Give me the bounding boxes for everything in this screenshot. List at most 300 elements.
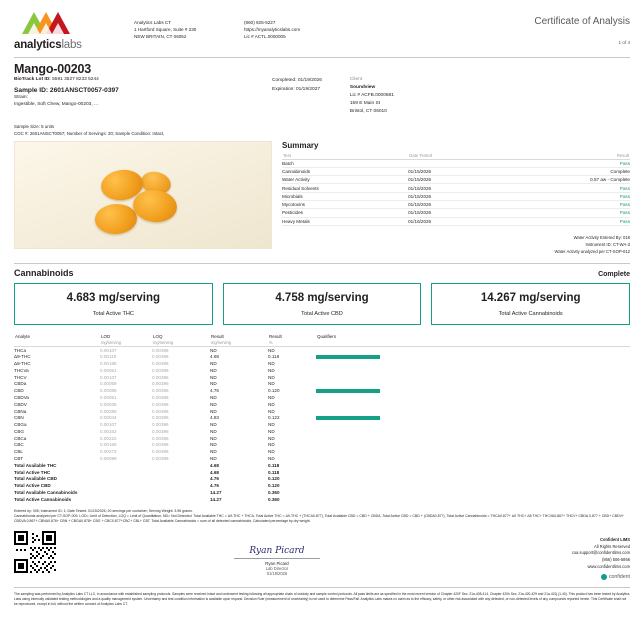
- lab-license: Lic # ACTL.0000005: [244, 34, 286, 40]
- table-row: [14, 435, 630, 442]
- totals-result-mg: 4.76: [210, 483, 219, 489]
- totals-row: [14, 496, 630, 503]
- analyte-name: Δ8-THC: [14, 361, 31, 367]
- lab-address-block: [134, 10, 244, 40]
- lab-address-line-2: NEW BRITAIN, CT 06052: [134, 34, 187, 40]
- wa-entered-by: Water Activity Entered By: 018: [573, 234, 630, 240]
- lims-phone: (866) 506-5866: [602, 557, 630, 562]
- analyte-result-pct: ND: [268, 347, 275, 353]
- summary-result: Pass: [493, 184, 630, 192]
- coc-line: COC #: 2601ANSCT0057; Number of Servings: 20; Sample Condition: Intact,: [14, 130, 165, 136]
- analyte-result-mg: ND: [210, 361, 217, 367]
- coa-title: Certificate of Analysis: [534, 16, 630, 27]
- analyte-bar-cell: [316, 360, 630, 367]
- sample-size-line: Sample Size: 5 units: [14, 123, 55, 129]
- analyte-bar-cell: [316, 346, 630, 353]
- table-row: [14, 394, 630, 401]
- footer-divider: [14, 587, 630, 588]
- expiration-group: [272, 86, 320, 94]
- analyte-bar-cell: [316, 381, 630, 388]
- potency-summary-boxes: [14, 283, 630, 325]
- totals-label: Total Active THC: [14, 469, 51, 475]
- analyte-loq: 0.00396: [152, 428, 169, 434]
- analyte-result-pct: ND: [268, 395, 275, 400]
- totals-lod: [100, 482, 152, 489]
- analyte-name: CBC: [14, 442, 24, 448]
- summary-row: [282, 184, 630, 192]
- table-row: [14, 414, 630, 421]
- cannabinoids-section-title: Cannabinoids: [14, 267, 74, 278]
- analyte-result-pct: ND: [268, 428, 275, 434]
- summary-row: [282, 209, 630, 217]
- lims-info: [498, 531, 630, 581]
- analyte-name: CBNa: [14, 408, 27, 414]
- totals-loq: [152, 489, 210, 496]
- sample-id-row: [14, 87, 272, 94]
- totals-lod: [100, 462, 152, 469]
- table-row: [14, 421, 630, 428]
- potency-box: [14, 283, 213, 325]
- summary-row: [282, 167, 630, 175]
- analyte-lod: 0.00162: [100, 428, 117, 434]
- analyte-bar-cell: [316, 387, 630, 394]
- totals-result-pct: 0.360: [268, 489, 280, 495]
- analyte-result-pct: 0.120: [268, 388, 280, 394]
- analyte-lod: 0.00059: [100, 381, 117, 387]
- analyte-subheader-row: [14, 339, 630, 347]
- col-result-mg: Result: [211, 333, 224, 339]
- analyte-name: CBL: [14, 449, 23, 455]
- analyte-loq: 0.00396: [152, 449, 169, 455]
- table-row: [14, 408, 630, 415]
- analyte-bar-cell: [316, 442, 630, 449]
- sub-result-mg: mg/serving: [210, 339, 268, 347]
- strain-row: [14, 94, 272, 102]
- analyte-loq: 0.00396: [152, 435, 169, 441]
- potency-label: Total Active CBD: [301, 310, 343, 317]
- analyte-lod: 0.00044: [100, 415, 117, 421]
- analyte-bar-cell: [316, 394, 630, 401]
- analyte-result-pct: ND: [268, 374, 275, 380]
- qr-code[interactable]: [14, 531, 56, 573]
- summary-date-tested: 01/16/2026: [408, 217, 493, 225]
- analyte-table-wrap: [14, 333, 630, 503]
- analyte-bar-cell: [316, 414, 630, 421]
- analyte-name: THCa: [14, 347, 26, 353]
- analyte-loq: 0.00396: [152, 361, 169, 367]
- analyte-lod: 0.00051: [100, 395, 117, 400]
- totals-row: [14, 462, 630, 469]
- analyte-loq: 0.00396: [152, 456, 169, 462]
- analyte-result-pct: ND: [268, 361, 275, 367]
- analyte-result-mg: 4.76: [210, 388, 219, 394]
- analyte-name: CBG: [14, 428, 24, 434]
- analyte-result-mg: ND: [210, 449, 217, 455]
- analyte-lod: 0.00186: [100, 361, 117, 367]
- summary-row: [282, 201, 630, 209]
- summary-result: Pass: [493, 209, 630, 217]
- totals-label: Total Available Cannabinoids: [14, 489, 78, 495]
- analyte-loq: 0.00396: [152, 347, 169, 353]
- signer-role: Lab Director: [265, 565, 289, 571]
- confident-wordmark: confident: [608, 574, 630, 581]
- analyte-bar-cell: [316, 401, 630, 408]
- analyte-lod: 0.00107: [100, 374, 117, 380]
- table-row: [14, 442, 630, 449]
- wa-sop: Water Activity analyzed per CT-SOP-012: [554, 248, 630, 254]
- lab-logo: [14, 10, 134, 51]
- sample-info-block: [14, 62, 630, 116]
- analyte-loq: 0.00396: [152, 374, 169, 380]
- totals-label: Total Available THC: [14, 462, 57, 468]
- analyte-lod: 0.00051: [100, 367, 117, 373]
- potency-value: 14.267 mg/serving: [480, 291, 581, 304]
- totals-loq: [152, 462, 210, 469]
- summary-result: Pass: [493, 201, 630, 209]
- signature-line: [234, 558, 320, 559]
- summary-date-tested: 01/15/2026: [408, 167, 493, 175]
- summary-row: [282, 217, 630, 225]
- analyte-bar-cell: [316, 367, 630, 374]
- analyte-result-pct: ND: [268, 401, 275, 407]
- summary-result: 0.57 aw - Complete: [493, 176, 630, 184]
- totals-qualifiers: [316, 482, 630, 489]
- analyte-footnotes: [14, 509, 630, 525]
- analyte-loq: 0.00396: [152, 415, 169, 421]
- summary-table: [282, 152, 630, 226]
- sub-lod: mg/serving: [100, 339, 152, 347]
- table-row: [14, 374, 630, 381]
- summary-result: Pass: [493, 159, 630, 167]
- analyte-lod: 0.00036: [100, 401, 117, 407]
- summary-row: [282, 192, 630, 200]
- table-row: [14, 346, 630, 353]
- analyte-loq: 0.00396: [152, 408, 169, 414]
- totals-qualifiers: [316, 462, 630, 469]
- summary-date-tested: 01/15/2026: [408, 176, 493, 184]
- col-qualifiers: Qualifiers: [317, 333, 337, 339]
- col-lod: LOD: [101, 333, 111, 339]
- summary-test-name: Mycotoxins: [282, 201, 408, 209]
- page-indicator: 1 of 4: [618, 40, 630, 45]
- lims-rights: All Rights Reserved: [594, 543, 630, 549]
- analyte-result-pct: ND: [268, 408, 275, 414]
- summary-date-tested: 01/15/2026: [408, 209, 493, 217]
- totals-lod: [100, 475, 152, 482]
- matrix-row: Ingestible, Soft Chew, Mango-00203, ...: [14, 102, 98, 108]
- summary-result: Pass: [493, 192, 630, 200]
- expiration-label: Expiration:: [272, 86, 295, 92]
- summary-panel: [282, 141, 630, 256]
- analyte-loq: 0.00396: [152, 388, 169, 394]
- analyte-result-mg: ND: [210, 428, 217, 434]
- summary-test-name: Water Activity: [282, 176, 408, 184]
- totals-result-mg: 4.68: [210, 469, 219, 475]
- sample-info-right: [272, 62, 322, 116]
- table-row: [14, 455, 630, 462]
- col-analyte: Analyte: [15, 333, 31, 339]
- analyte-name: CBDV: [14, 401, 27, 407]
- client-address-line-1: 159 E Main St: [349, 100, 381, 106]
- potency-value: 4.683 mg/serving: [66, 291, 160, 304]
- col-result-pct: Result: [269, 333, 282, 339]
- coa-title-block: [534, 10, 630, 45]
- analyte-loq: 0.00396: [152, 401, 169, 407]
- totals-label: Total Active CBD: [14, 483, 51, 489]
- signer-name: Ryan Picard: [265, 560, 289, 566]
- summary-header-row: [282, 152, 630, 160]
- biotrack-value: 5591 3527 8233 5244: [52, 77, 99, 82]
- analyte-result-mg: ND: [210, 401, 217, 407]
- signature-image: Ryan Picard: [249, 546, 305, 557]
- analyte-bar-cell: [316, 455, 630, 462]
- analyte-name: Δ9-THC: [14, 354, 31, 360]
- summary-test-name: Residual Solvents: [282, 184, 408, 192]
- wa-instrument-id: Instrument ID: CT-WA-3: [585, 241, 630, 247]
- table-row: [14, 353, 630, 360]
- analyte-name: CBGa: [14, 422, 27, 428]
- summary-col-test: Test: [282, 152, 408, 160]
- lab-name: Analytics Labs CT: [134, 20, 172, 25]
- summary-row: [282, 176, 630, 184]
- totals-row: [14, 469, 630, 476]
- totals-label: Total Available CBD: [14, 476, 57, 482]
- totals-result-mg: 14.27: [210, 496, 222, 502]
- summary-date-tested: [408, 159, 493, 167]
- lims-name: Confident LIMS: [599, 537, 630, 543]
- sub-qualifiers: [316, 339, 630, 347]
- client-address-line-2: Bristol, CT 06010: [349, 108, 387, 114]
- potency-label: Total Active THC: [92, 310, 134, 317]
- summary-test-name: Batch: [282, 159, 408, 167]
- result-bar: [316, 355, 380, 358]
- sub-loq: mg/serving: [152, 339, 210, 347]
- totals-row: [14, 475, 630, 482]
- analyte-lod: 0.00085: [100, 388, 117, 394]
- cannabinoid-table: [14, 333, 630, 503]
- totals-result-mg: 14.27: [210, 489, 222, 495]
- totals-loq: [152, 496, 210, 503]
- totals-result-mg: 4.68: [210, 462, 219, 468]
- analyte-loq: 0.00396: [152, 381, 169, 387]
- lims-website[interactable]: www.confidentlims.com: [587, 563, 630, 569]
- potency-box: [223, 283, 422, 325]
- analyte-lod: 0.00119: [100, 354, 117, 360]
- summary-result: Pass: [493, 217, 630, 225]
- analyte-name: CBDa: [14, 381, 27, 387]
- totals-result-mg: 4.76: [210, 476, 219, 482]
- analyte-name: CBD: [14, 388, 24, 394]
- totals-lod: [100, 469, 152, 476]
- completed-group: [272, 77, 322, 85]
- completed-label: Completed:: [272, 78, 297, 83]
- strain-label: Strain:: [14, 94, 28, 100]
- table-row: [14, 360, 630, 367]
- analyte-bar-cell: [316, 353, 630, 360]
- analyte-result-mg: ND: [210, 422, 217, 428]
- biotrack-label: BioTrack Lot ID:: [14, 77, 51, 82]
- analyte-result-mg: ND: [210, 456, 217, 462]
- totals-result-pct: 0.360: [268, 496, 280, 502]
- table-row: [14, 428, 630, 435]
- summary-result: Complete: [493, 167, 630, 175]
- header-divider: [14, 57, 630, 58]
- analyte-lod: 0.00107: [100, 422, 117, 428]
- summary-test-name: Microbials: [282, 192, 408, 200]
- analyte-result-mg: ND: [210, 435, 217, 441]
- sample-id-value: 2601ANSCT0057-0397: [49, 86, 119, 94]
- water-activity-notes: [282, 235, 630, 256]
- totals-loq: [152, 482, 210, 489]
- photo-summary-row: [14, 141, 630, 256]
- analyte-result-mg: ND: [210, 374, 217, 380]
- analyte-bar-cell: [316, 421, 630, 428]
- summary-col-date: Date Tested: [408, 152, 493, 160]
- totals-result-pct: 0.118: [268, 462, 280, 468]
- sample-info-left: [14, 62, 272, 116]
- totals-result-pct: 0.120: [268, 476, 280, 482]
- lab-contact-block: [244, 10, 394, 40]
- result-bar: [316, 416, 380, 419]
- analyte-result-pct: ND: [268, 456, 275, 462]
- analyte-result-pct: ND: [268, 449, 275, 455]
- analyte-result-mg: ND: [210, 408, 217, 414]
- analyte-bar-cell: [316, 428, 630, 435]
- totals-row: [14, 482, 630, 489]
- analyte-name: CBT: [14, 456, 24, 462]
- logo-wordmark: [14, 39, 134, 51]
- logo-word-bold: analytics: [14, 39, 62, 51]
- summary-title: Summary: [282, 140, 319, 150]
- totals-loq: [152, 469, 210, 476]
- lab-address-line-1: 1 Hartford Square, Suite # 230: [134, 27, 197, 33]
- sub-analyte: [14, 339, 100, 347]
- confident-logo: [498, 573, 630, 581]
- totals-qualifiers: [316, 469, 630, 476]
- analyte-lod: 0.00222: [100, 435, 117, 441]
- totals-lod: [100, 489, 152, 496]
- sample-title: Mango-00203: [14, 62, 91, 76]
- disclaimer-text: The sampling was performed by Analytics Labs CT LLC, in accordance with established sampling protocols. Samples were received intact and underwent testing following all appropriate chain of custody and sample control protocols. All pass limits are as specified in the most recent version of Chapter 420F Sec. 21a-408-414, Chapter 420h Sec. 21a-420-429 and 21a-421j (1-40). This product has been tested by Analytics Labs using internally validated testing methodologies and a quality management system. Uncertainty and test condition information is available upon request. Decision Rule (measurement of uncertainty) is not used to determine Pass/Fail. Analytics Labs makes no claim as to the efficacy, safety, or other risk associated with any detected, or non-detected levels of any compounds reported herein. This Certificate shall not be reproduced, except in full, without the written consent of Analytics Labs CT.: [14, 592, 630, 607]
- totals-label: Total Active Cannabinoids: [14, 496, 72, 502]
- analyte-result-pct: ND: [268, 435, 275, 441]
- analyte-bar-cell: [316, 374, 630, 381]
- logo-word-light: labs: [61, 39, 82, 51]
- analyte-bar-cell: [316, 408, 630, 415]
- lims-email[interactable]: coa.support@confidentlims.com: [571, 550, 630, 556]
- analyte-loq: 0.00396: [152, 442, 169, 448]
- totals-loq: [152, 475, 210, 482]
- totals-result-pct: 0.118: [268, 469, 280, 475]
- analyte-result-mg: ND: [210, 381, 217, 387]
- analyte-result-pct: ND: [268, 422, 275, 428]
- sample-id-label: Sample ID:: [14, 86, 49, 94]
- analyte-name: CBDVa: [14, 395, 29, 400]
- analyte-name: THCVa: [14, 367, 29, 373]
- totals-lod: [100, 496, 152, 503]
- totals-qualifiers: [316, 475, 630, 482]
- analyte-result-mg: 4.68: [210, 354, 219, 360]
- analyte-name: CBN: [14, 415, 24, 421]
- table-row: [14, 367, 630, 374]
- analyte-result-pct: 0.118: [268, 354, 280, 360]
- analyte-lod: 0.00289: [100, 408, 117, 414]
- expiration-value: 01/19/2027: [296, 86, 321, 92]
- analyte-lod: 0.00273: [100, 449, 117, 455]
- gummy-piece: [131, 187, 178, 223]
- summary-col-result: Result: [493, 152, 630, 160]
- client-license: Lic # ACFB.0000681: [349, 92, 394, 98]
- client-name: Soundview: [349, 84, 376, 90]
- col-loq: LOQ: [153, 333, 163, 339]
- gummy-piece: [94, 203, 138, 235]
- biotrack-row: [14, 76, 272, 84]
- dates-row: [272, 77, 322, 85]
- table-row: [14, 448, 630, 455]
- totals-qualifiers: [316, 489, 630, 496]
- analyte-lod: 0.00099: [100, 456, 117, 462]
- sub-result-pct: %: [268, 339, 316, 347]
- table-row: [14, 381, 630, 388]
- analyte-loq: 0.00396: [152, 395, 169, 400]
- completed-value: 01/19/2026: [297, 78, 322, 83]
- analyte-result-mg: ND: [210, 395, 217, 400]
- analyte-lod: 0.00166: [100, 442, 117, 448]
- summary-test-name: Heavy Metals: [282, 217, 408, 225]
- analyte-name: CBCa: [14, 435, 27, 441]
- client-label: Client: [349, 77, 363, 82]
- totals-qualifiers: [316, 496, 630, 503]
- analyte-loq: 0.00396: [152, 367, 169, 373]
- lab-website[interactable]: https://myanalyticslabs.com: [244, 27, 301, 33]
- signature-date: 01/19/2026: [266, 570, 288, 576]
- result-bar: [316, 389, 380, 392]
- sample-meta: [14, 123, 630, 137]
- analyte-result-mg: ND: [210, 347, 217, 353]
- analyte-bar-cell: [316, 448, 630, 455]
- summary-test-name: Cannabinoids: [282, 167, 408, 175]
- analyte-bar-cell: [316, 435, 630, 442]
- summary-date-tested: 01/15/2026: [408, 201, 493, 209]
- document-header: [14, 10, 630, 51]
- analyte-result-mg: ND: [210, 442, 217, 448]
- expiration-row: [272, 86, 322, 94]
- totals-row: [14, 489, 630, 496]
- potency-label: Total Active Cannabinoids: [498, 310, 563, 317]
- summary-date-tested: 01/15/2026: [408, 192, 493, 200]
- signature-block: [56, 531, 498, 576]
- cannabinoids-band: [14, 263, 630, 278]
- client-block: [350, 62, 394, 116]
- summary-row: [282, 159, 630, 167]
- logo-mark-icon: [14, 10, 134, 36]
- analyte-result-pct: 0.122: [268, 415, 280, 421]
- analyte-loq: 0.00396: [152, 354, 169, 360]
- summary-date-tested: 01/16/2026: [408, 184, 493, 192]
- table-row: [14, 387, 630, 394]
- footnote-line-2: Cannabinoids analyzed per CT-SOP-009. LOD= Limit of Detection, LOQ = Limit of Quantitation, ND= Not Detected. Total Available THC = Δ9-THC + THCA, Total Active THC = Δ9-THC + (THCA0.877), Total Available CBD = CBD + CBDA, Total Active CBD = CBD + (CBDA0.877), Total Active Cannabinoids = THCA0.877+ Δ9 THC+ Δ8 THC+ THCVA0.867+ THCV+ CBDA 0.877 + CBD+ CBDV+ CBDVA 0.867+ CBNA0.876+ CBN + CBGA0.878+ CBG + CBC0.877+CBC+ CBL+ CBT. Total Available Cannabinoids = sum of all detected cannabinoids. Calculated percentage by dry weight.: [14, 513, 624, 524]
- analyte-name: THCV: [14, 374, 27, 380]
- analyte-result-mg: 4.83: [210, 415, 219, 421]
- analyte-result-pct: ND: [268, 442, 275, 448]
- footnote-line-1: Entered by: 005; Instrument ID: 1; Date Tested: 01/15/2026; 20 servings per container; Serving Weight: 3.96 grams.: [14, 508, 193, 513]
- analyte-result-mg: ND: [210, 367, 217, 373]
- sample-photo: [14, 141, 272, 249]
- lab-phone: (860) 925-5227: [244, 20, 276, 25]
- analyte-loq: 0.00396: [152, 422, 169, 428]
- analyte-result-pct: ND: [268, 367, 275, 373]
- table-row: [14, 401, 630, 408]
